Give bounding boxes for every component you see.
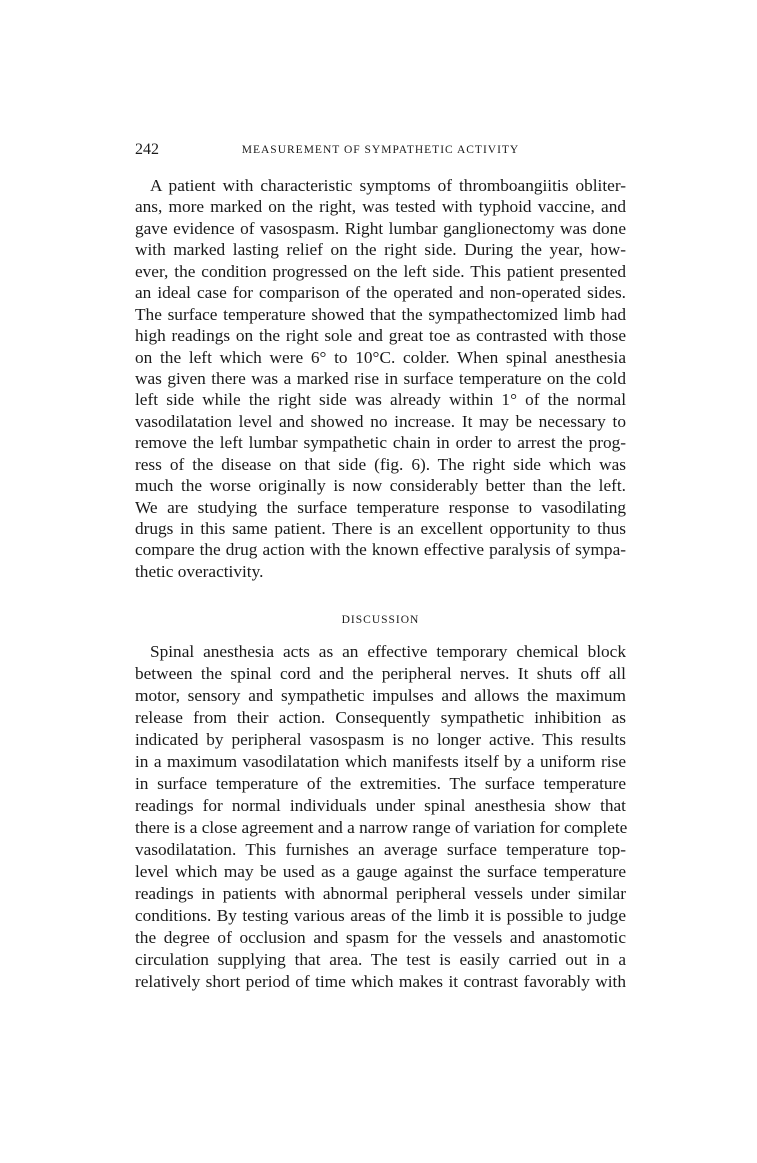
text-line: left side while the right side was already within 1° of the normal: [135, 390, 626, 410]
text-line: ans, more marked on the right, was tested with typhoid vaccine, and: [135, 197, 626, 217]
paragraph-discussion: [135, 641, 626, 993]
text-line: circulation supplying that area. The test is easily carried out in a: [135, 950, 626, 969]
text-line: We are studying the surface temperature response to vasodilating: [135, 497, 626, 517]
text-line: vasodilatation. This furnishes an average surface temperature top-: [135, 840, 626, 859]
text-line: drugs in this same patient. There is an excellent opportunity to thus: [135, 519, 626, 538]
running-title: MEASUREMENT OF SYMPATHETIC ACTIVITY: [241, 144, 520, 156]
text-line: readings in patients with abnormal peripheral vessels under similar: [135, 884, 626, 903]
text-line: ever, the condition progressed on the left side. This patient presented: [135, 261, 626, 281]
text-line: compare the drug action with the known effective paralysis of sympa-: [135, 540, 626, 560]
text-line: with marked lasting relief on the right side. During the year, how-: [135, 240, 626, 260]
text-line: on the left which were 6° to 10°C. colder. When spinal anesthesia: [135, 347, 626, 367]
text-line: high readings on the right sole and great toe as contrasted with those: [135, 326, 626, 346]
text-line: relatively short period of time which makes it contrast favorably with: [135, 972, 626, 991]
text-line: ress of the disease on that side (fig. 6). The right side which was: [135, 454, 626, 474]
text-line: between the spinal cord and the peripheral nerves. It shuts off all: [135, 664, 626, 683]
text-line: remove the left lumbar sympathetic chain in order to arrest the prog-: [135, 433, 626, 453]
text-line: indicated by peripheral vasospasm is no longer active. This results: [135, 730, 626, 749]
text-line: release from their action. Consequently sympathetic inhibition as: [135, 708, 626, 727]
text-line: The surface temperature showed that the sympathectomized limb had: [135, 304, 626, 324]
text-line: readings for normal individuals under spinal anesthesia show that: [135, 796, 626, 815]
text-line: A patient with characteristic symptoms of thromboangiitis obliter-: [150, 176, 626, 195]
text-line: motor, sensory and sympathetic impulses and allows the maximum: [135, 686, 626, 705]
text-line: level which may be used as a gauge against the surface temperature: [135, 862, 626, 881]
text-line: Spinal anesthesia acts as an effective temporary chemical block: [150, 642, 626, 661]
paragraph-case-report: [135, 175, 626, 582]
page-header: [135, 141, 626, 163]
text-line: thetic overactivity.: [135, 561, 264, 581]
text-line: there is a close agreement and a narrow range of variation for complete: [135, 818, 628, 837]
section-heading-discussion: DISCUSSION: [341, 614, 420, 626]
text-line: vasodilatation level and showed no increase. It may be necessary to: [135, 411, 626, 431]
text-line: conditions. By testing various areas of the limb it is possible to judge: [135, 906, 626, 925]
text-line: in a maximum vasodilatation which manifests itself by a uniform rise: [135, 752, 626, 771]
text-line: was given there was a marked rise in surface temperature on the cold: [135, 368, 626, 388]
text-line: in surface temperature of the extremities. The surface temperature: [135, 774, 626, 793]
text-line: the degree of occlusion and spasm for the vessels and anastomotic: [135, 928, 626, 947]
page-number: 242: [135, 141, 159, 158]
text-line: much the worse originally is now considerably better than the left.: [135, 476, 626, 496]
text-line: an ideal case for comparison of the operated and non-operated sides.: [135, 283, 626, 303]
text-line: gave evidence of vasospasm. Right lumbar ganglionectomy was done: [135, 218, 626, 238]
